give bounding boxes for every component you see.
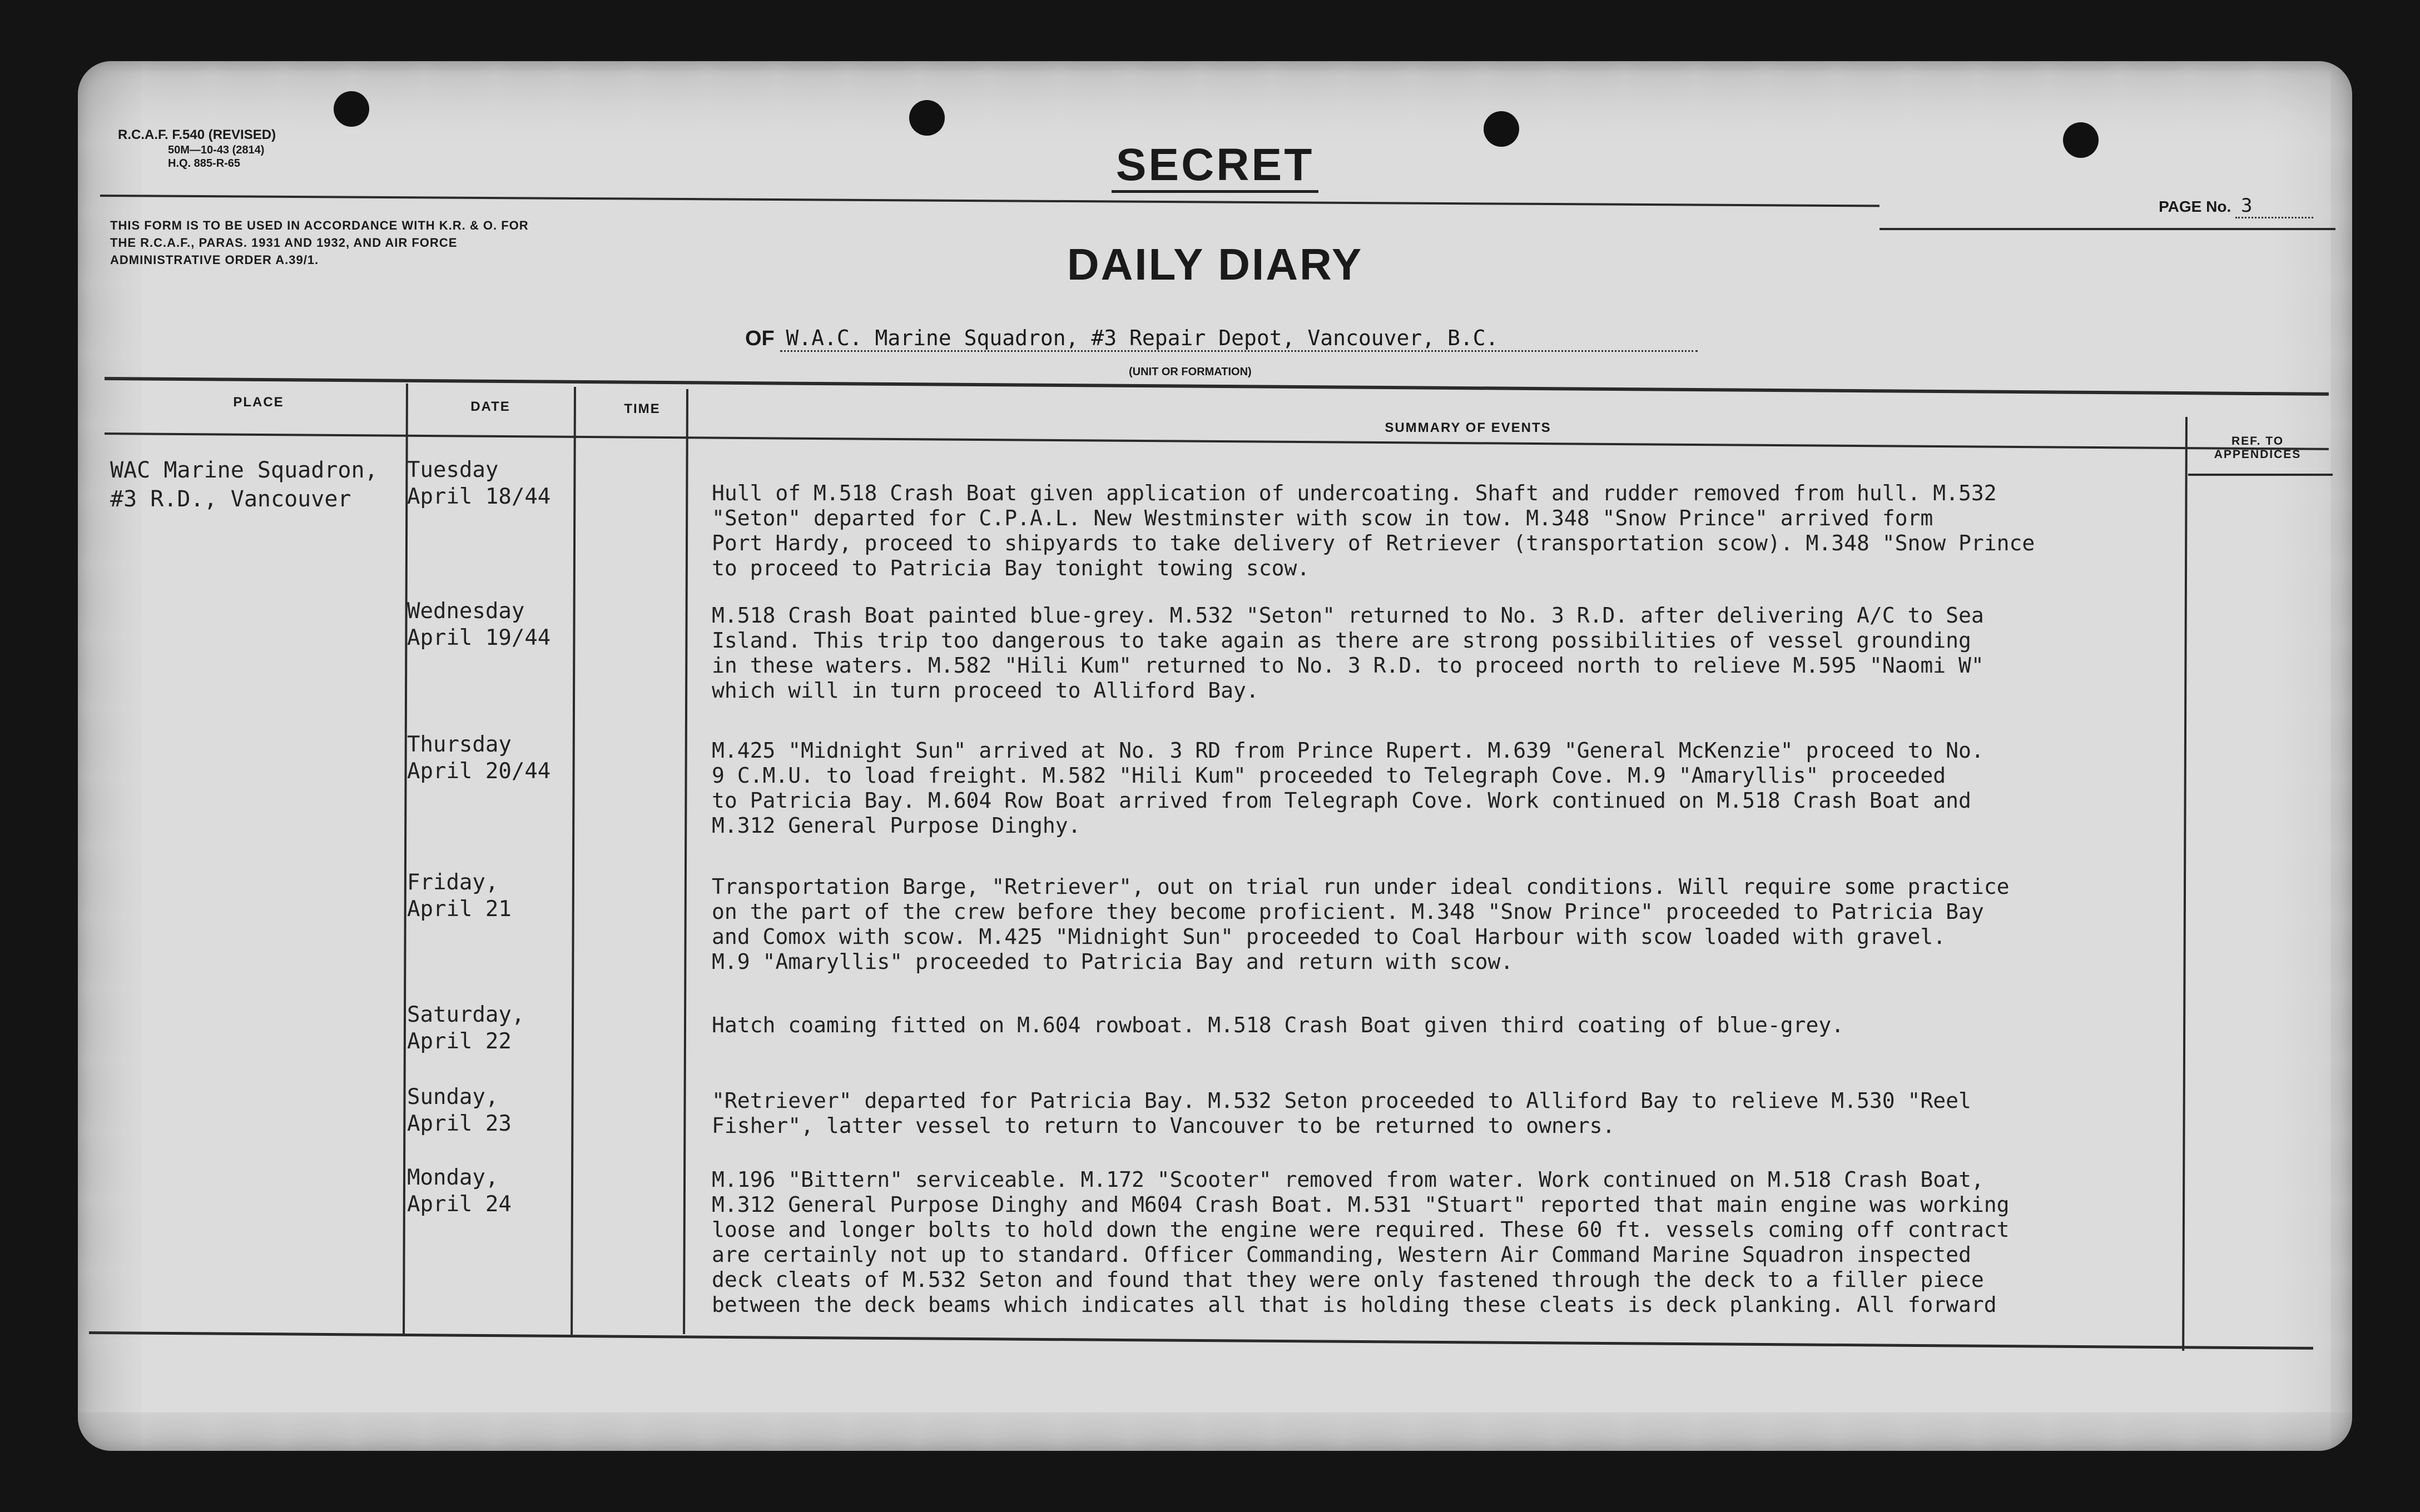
punch-hole	[909, 100, 945, 136]
place-cell: WAC Marine Squadron, #3 R.D., Vancouver	[110, 457, 378, 512]
column-header-date: DATE	[470, 399, 510, 414]
secret-heading: SECRET	[78, 139, 2352, 191]
summary-entry: M.196 "Bittern" serviceable. M.172 "Scooter" removed from water. Work continued on M.518 Crash Boat, M.312 General Purpose Dinghy and M604 Crash Boat. M.531 "Stuart" reported that main engine was working loose and longer bolts to hold down the engine were required. These 60 ft. vessels coming off contract are certainly not up to standard. Officer Commanding, Western Air Command Marine Squadron inspected deck cleats of M.532 Seton and found that they were only fastened through the deck to a filler piece between the deck beams which indicates all that is holding these cleats is deck planking. All forward	[712, 1167, 2010, 1317]
table-top-rule	[105, 377, 2329, 396]
form-code-line: R.C.A.F. F.540 (REVISED)	[118, 127, 276, 142]
summary-entry: M.518 Crash Boat painted blue-grey. M.532 "Seton" returned to No. 3 R.D. after delivering A/C to Sea Island. This trip too dangerous to take again as there are strong possibilities of vessel grounding in these waters. M.582 "Hili Kum" returned to No. 3 R.D. to proceed north to relieve M.595 "Naomi W" which will in turn proceed to Alliford Bay.	[712, 603, 1984, 703]
table-bottom-rule	[89, 1331, 2313, 1350]
summary-entry: "Retriever" departed for Patricia Bay. M.532 Seton proceeded to Alliford Bay to relieve M.530 "Reel Fisher", latter vessel to return to Vancouver to be returned to owners.	[712, 1088, 1971, 1138]
summary-entry: Hull of M.518 Crash Boat given application of undercoating. Shaft and rudder removed from hull. M.532 "Seton" departed for C.P.A.L. New Westminster with scow in tow. M.348 "Snow Prince" arrived form Port Hardy, proceed to shipyards to take delivery of Retriever (transportation scow). M.348 "Snow Prince to proceed to Patricia Bay tonight towing scow.	[712, 481, 2035, 580]
column-header-place: PLACE	[233, 395, 284, 410]
column-header-summary: SUMMARY OF EVENTS	[1385, 420, 1551, 435]
form-notice: THIS FORM IS TO BE USED IN ACCORDANCE WITH K.R. & O. FOR THE R.C.A.F., PARAS. 1931 AND 1932, AND AIR FORCE ADMINISTRATIVE ORDER A.39/1.	[110, 218, 529, 267]
unit-caption: (UNIT OR FORMATION)	[1129, 366, 1252, 378]
summary-entry: Transportation Barge, "Retriever", out on trial run under ideal conditions. Will require some practice on the part of the crew before they become proficient. M.348 "Snow Prince" proceeded to Patricia Bay and Comox with scow. M.425 "Midnight Sun" proceeded to Coal Harbour with scow loaded with gravel. M.9 "Amaryllis" proceeded to Patricia Bay and return with scow.	[712, 874, 2010, 974]
form-code-line: H.Q. 885-R-65	[168, 157, 241, 170]
date-cell: Tuesday April 18/44	[407, 457, 551, 509]
unit-field: OF W.A.C. Marine Squadron, #3 Repair Depot, Vancouver, B.C.	[745, 326, 1698, 352]
unit-value: W.A.C. Marine Squadron, #3 Repair Depot, Vancouver, B.C.	[780, 326, 1698, 352]
date-cell: Wednesday April 19/44	[407, 599, 551, 650]
page-title: DAILY DIARY	[1067, 240, 1363, 289]
summary-entry: M.425 "Midnight Sun" arrived at No. 3 RD from Prince Rupert. M.639 "General McKenzie" proceed to No. 9 C.M.U. to load freight. M.582 "Hili Kum" proceeded to Telegraph Cove. M.9 "Amaryllis" proceeded to Patricia Bay. M.604 Row Boat arrived from Telegraph Cove. Work continued on M.518 Crash Boat and M.312 General Purpose Dinghy.	[712, 738, 1984, 838]
date-cell: Friday, April 21	[407, 870, 512, 922]
diary-sheet	[78, 61, 2352, 1451]
column-header-time: TIME	[624, 401, 661, 416]
column-divider	[2182, 417, 2188, 1351]
date-cell: Sunday, April 23	[407, 1085, 512, 1136]
rule	[100, 195, 1880, 207]
date-cell: Monday, April 24	[407, 1165, 512, 1217]
page-number-value: 3	[2235, 195, 2313, 218]
summary-entry: Hatch coaming fitted on M.604 rowboat. M.518 Crash Boat given third coating of blue-grey.	[712, 1013, 1844, 1037]
column-header-appendices: REF. TO APPENDICES	[2214, 435, 2302, 461]
form-code-line: 50M—10-43 (2814)	[168, 144, 265, 156]
column-divider	[683, 389, 688, 1334]
rule	[2188, 474, 2333, 476]
date-cell: Thursday April 20/44	[407, 732, 551, 784]
punch-hole	[334, 91, 369, 127]
date-cell: Saturday, April 22	[407, 1002, 525, 1054]
page-number: PAGE No. 3	[2159, 195, 2313, 218]
rule	[1880, 228, 2335, 230]
